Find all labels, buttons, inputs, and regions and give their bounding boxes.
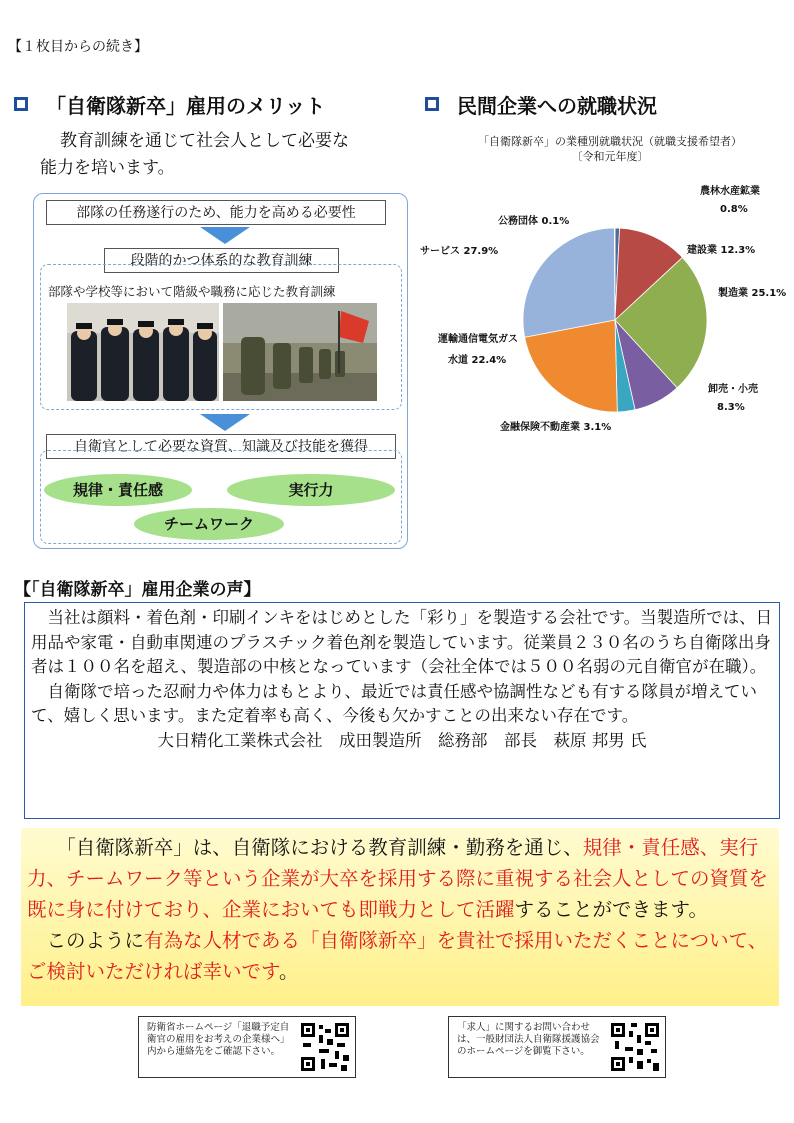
association-contact-text: 「求人」に関するお問い合わせは、一般財団法人自衛隊援護協会のホームページを御覧下さい。 [457, 1022, 600, 1057]
label-finance: 金融保険不動産業 3.1% [500, 422, 612, 433]
skill-discipline: 規律・責任感 [44, 474, 192, 506]
employment-title-text: 民間企業への就職状況 [457, 94, 657, 118]
continuation-note: 【１枚目からの続き】 [8, 39, 148, 55]
intro-line-2: 能力を培います。 [40, 158, 175, 178]
intro-line-1: 教育訓練を通じて社会人として必要な [60, 131, 349, 151]
pie-slice-6 [523, 228, 615, 337]
qr-code-icon[interactable] [609, 1021, 661, 1073]
label-transport-1: 運輸通信電気ガス [438, 334, 518, 345]
mod-contact-text: 防衛省ホームページ「退職予定自衛官の雇用をお考えの企業様へ」内から連絡先をご確認下さい。 [147, 1022, 290, 1057]
summary-2b: 有為な人材である「自衛隊新卒」を貴社で採用いただくことについて、ご検討いただければ幸いです [27, 929, 768, 983]
voice-heading: 【「自衛隊新卒」雇用企業の声】 [14, 580, 261, 600]
square-bullet-icon [14, 97, 28, 111]
qr-code-icon[interactable] [299, 1021, 351, 1073]
label-retail: 卸売・小売 [708, 384, 758, 395]
label-agri-pct: 0.8% [720, 204, 748, 215]
down-arrow-icon [200, 414, 250, 431]
employment-section-title [425, 90, 657, 119]
summary-2a: このように [46, 929, 145, 952]
training-caption: 部隊や学校等において階級や職務に応じた教育訓練 [48, 284, 336, 299]
summary-1b: 規律・責任感、実行力、チームワーク等という企業が大卒を採用する際に重視する社会人としての資質を既に身に付けており、企業においても即戦力として活躍 [27, 836, 769, 921]
chart-title-line-2: 〔令和元年度〕 [571, 150, 649, 163]
skill-execution: 実行力 [227, 474, 395, 506]
association-contact-box [448, 1016, 666, 1078]
summary-1c: することができます。 [514, 898, 708, 921]
acquired-box: 自衛官として必要な資質、知識及び技能を獲得 [46, 434, 396, 459]
summary-paragraph-2 [27, 925, 773, 987]
troops-march-photo [223, 303, 377, 401]
label-agri: 農林水産鉱業 [700, 186, 760, 197]
training-flow-diagram [33, 193, 408, 549]
summary-paragraph-1 [27, 832, 773, 925]
label-transport-2: 水道 22.4% [448, 355, 507, 366]
summary-2c: 。 [278, 960, 299, 983]
summary-1a: 「自衛隊新卒」は、自衛隊における教育訓練・勤務を通じ、 [56, 836, 583, 859]
label-public: 公務団体 0.1% [498, 216, 570, 227]
down-arrow-icon [200, 227, 250, 244]
skill-teamwork: チームワーク [134, 508, 284, 540]
cadet-salute-photo [67, 303, 219, 401]
label-retail-pct: 8.3% [717, 402, 745, 413]
label-manufacturing: 製造業 25.1% [718, 288, 787, 299]
voice-box [24, 602, 780, 819]
merit-intro [40, 128, 420, 182]
mod-contact-box [138, 1016, 356, 1078]
label-construction: 建設業 12.3% [687, 245, 756, 256]
square-bullet-icon [425, 97, 439, 111]
merit-title-text: 「自衛隊新卒」雇用のメリット [46, 94, 326, 118]
pie-chart [520, 225, 710, 415]
voice-signature: 大日精化工業株式会社 成田製造所 総務部 部長 萩原 邦男 氏 [157, 730, 647, 750]
summary-box [21, 828, 779, 1006]
voice-paragraph-2: 自衛隊で培った忍耐力や体力はもとより、最近では責任感や協調性なども有する隊員が増えていて、嬉しく思います。また定着率も高く、今後も欠かすことの出来ない存在です。 [31, 681, 757, 725]
chart-title [430, 134, 790, 164]
voice-paragraph-1: 当社は顔料・着色剤・印刷インキをはじめとした「彩り」を製造する会社です。当製造所では、日用品や家電・自動車関連のプラスチック着色剤を製造しています。従業員２３０名のうち自衛隊出身者は１００名を超え、製造部の中核となっています（会社全体では５００名弱の元自衛官が在職）。 [31, 608, 773, 676]
merit-section-title [14, 90, 325, 119]
need-box: 部隊の任務遂行のため、能力を高める必要性 [46, 200, 386, 225]
training-box: 段階的かつ体系的な教育訓練 [104, 248, 339, 273]
label-service: サービス 27.9% [420, 246, 499, 257]
chart-title-line-1: 「自衛隊新卒」の業種別就職状況（就職支援希望者） [478, 135, 742, 148]
